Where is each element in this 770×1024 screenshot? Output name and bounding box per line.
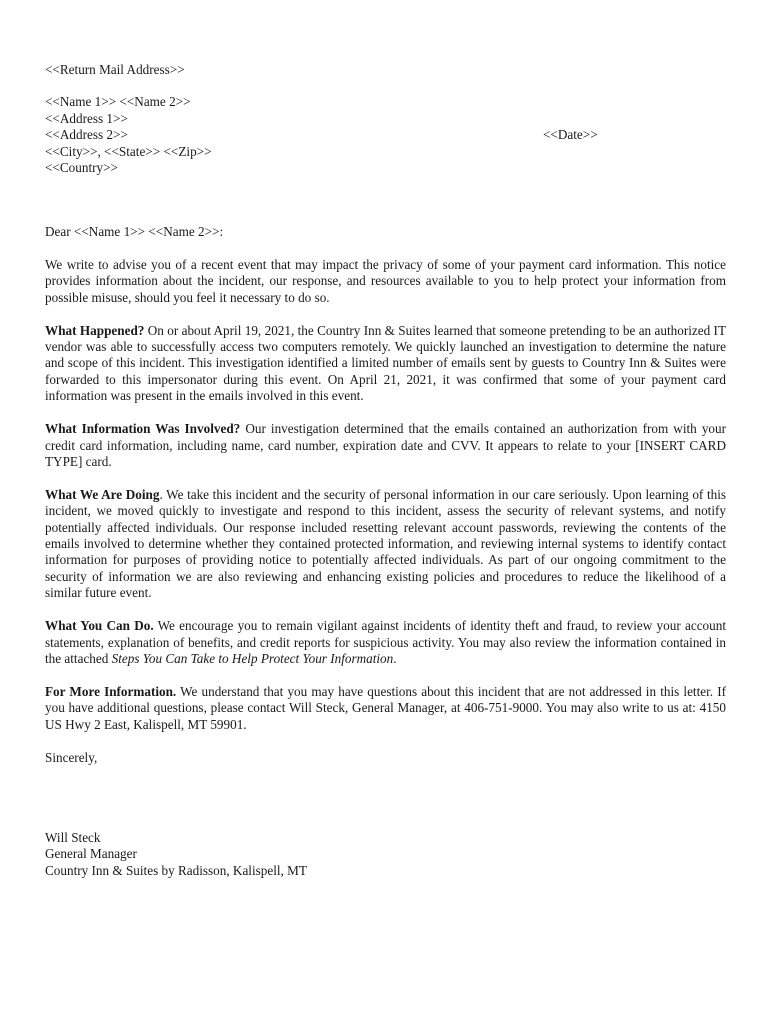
signer-company: Country Inn & Suites by Radisson, Kalispell, MT [45, 862, 307, 878]
recipient-address-1: <<Address 1>> [45, 110, 128, 126]
recipient-country: <<Country>> [45, 160, 118, 176]
what-we-are-doing-paragraph [45, 487, 726, 602]
what-information-body: Our investigation determined that the emails contained an authorization from with your credit card information, including name, card number, expiration date and CVV. It appears to relate to your [INSERT CARD TYPE] card. [45, 421, 726, 469]
what-information-heading: What Information Was Involved? [45, 421, 241, 437]
closing: Sincerely, [45, 749, 98, 765]
for-more-information-paragraph [45, 684, 726, 733]
what-we-are-doing-heading: What We Are Doing [45, 486, 160, 502]
steps-attachment-title: Steps You Can Take to Help Protect Your Information [111, 650, 394, 666]
what-you-can-do-end: . [393, 650, 397, 666]
signer-title: General Manager [45, 846, 137, 862]
what-you-can-do-body: We encourage you to remain vigilant against incidents of identity theft and fraud, to review your account statements, explanation of benefits, and credit reports for suspicious activity. You may also review the information contained in the attached [45, 618, 726, 666]
what-information-paragraph [45, 421, 726, 470]
salutation: Dear <<Name 1>> <<Name 2>>: [45, 224, 224, 240]
what-happened-body: On or about April 19, 2021, the Country Inn & Suites learned that someone pretending to be an authorized IT vendor was able to successfully access two computers remotely. We quickly launched an investigation to determine the nature and scope of this incident. This investigation identified a limited number of emails sent by guests to Country Inn & Suites were forwarded to this impersonator during this event. On April 21, 2021, it was confirmed that some of your payment card information was present in the emails involved in this event. [45, 322, 726, 404]
what-happened-paragraph [45, 323, 726, 405]
recipient-name-line: <<Name 1>> <<Name 2>> [45, 94, 191, 110]
return-address: <<Return Mail Address>> [45, 62, 185, 77]
for-more-information-body: We understand that you may have questions about this incident that are not addressed in this letter. If you have additional questions, please contact Will Steck, General Manager, at 406-751-9000. You may also write to us at: 4150 US Hwy 2 East, Kalispell, MT 59901. [45, 683, 726, 732]
signature-block [45, 830, 726, 879]
letter-page [45, 62, 726, 879]
what-you-can-do-paragraph [45, 618, 726, 667]
letter-date: <<Date>> [543, 127, 598, 143]
recipient-city-state-zip: <<City>>, <<State>> <<Zip>> [45, 143, 212, 159]
what-you-can-do-heading: What You Can Do. [45, 618, 154, 634]
intro-paragraph: We write to advise you of a recent event that may impact the privacy of some of your payment card information. This notice provides information about the incident, our response, and resources available to you to help protect your information from possible misuse, should you feel it necessary to do so. [45, 256, 726, 305]
what-happened-heading: What Happened? [45, 322, 145, 338]
signer-name: Will Steck [45, 830, 101, 845]
recipient-address-block [45, 94, 726, 176]
what-we-are-doing-body: . We take this incident and the security of personal information in our care seriously. Upon learning of this incident, we moved quickly to investigate and respond to this incident, assess the security of relevant systems, and notify potentially affected individuals. Our response included resetting relevant account passwords, reviewing the contents of the emails involved to determine whether they contained protected information, and reviewing internal systems to identify contact information for purposes of providing notice to potentially affected individuals. As part of our ongoing commitment to the security of information we are also reviewing and enhancing existing policies and procedures to reduce the likelihood of a similar future event. [45, 486, 727, 601]
for-more-information-heading: For More Information. [45, 683, 177, 699]
recipient-address-2: <<Address 2>> [45, 127, 128, 143]
